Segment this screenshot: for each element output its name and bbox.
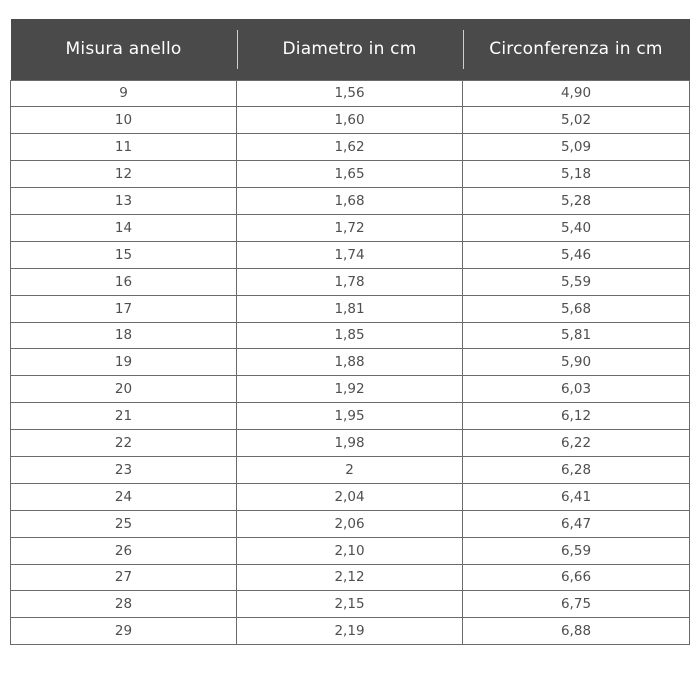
cell-diameter: 2,19 bbox=[237, 618, 463, 645]
cell-ring-size: 17 bbox=[11, 295, 237, 322]
cell-diameter: 1,74 bbox=[237, 241, 463, 268]
cell-diameter: 2,10 bbox=[237, 537, 463, 564]
cell-diameter: 2 bbox=[237, 456, 463, 483]
cell-circumference: 6,22 bbox=[463, 430, 690, 457]
cell-diameter: 2,12 bbox=[237, 564, 463, 591]
cell-diameter: 1,98 bbox=[237, 430, 463, 457]
cell-ring-size: 23 bbox=[11, 456, 237, 483]
table-row bbox=[11, 214, 690, 241]
cell-circumference: 6,47 bbox=[463, 510, 690, 537]
cell-ring-size: 10 bbox=[11, 107, 237, 134]
cell-diameter: 1,92 bbox=[237, 376, 463, 403]
cell-diameter: 1,56 bbox=[237, 80, 463, 107]
table-row bbox=[11, 618, 690, 645]
table-row bbox=[11, 510, 690, 537]
cell-diameter: 1,65 bbox=[237, 161, 463, 188]
cell-ring-size: 22 bbox=[11, 430, 237, 457]
header-row bbox=[11, 19, 690, 80]
cell-ring-size: 19 bbox=[11, 349, 237, 376]
cell-diameter: 1,81 bbox=[237, 295, 463, 322]
cell-ring-size: 29 bbox=[11, 618, 237, 645]
table-row bbox=[11, 188, 690, 215]
table-row bbox=[11, 564, 690, 591]
cell-circumference: 6,88 bbox=[463, 618, 690, 645]
cell-ring-size: 9 bbox=[11, 80, 237, 107]
cell-circumference: 6,66 bbox=[463, 564, 690, 591]
table-row bbox=[11, 268, 690, 295]
cell-ring-size: 14 bbox=[11, 214, 237, 241]
table-row bbox=[11, 591, 690, 618]
cell-diameter: 1,60 bbox=[237, 107, 463, 134]
table-row bbox=[11, 483, 690, 510]
header-diameter: Diametro in cm bbox=[237, 19, 463, 80]
cell-diameter: 2,15 bbox=[237, 591, 463, 618]
table-row bbox=[11, 537, 690, 564]
table-row bbox=[11, 134, 690, 161]
cell-circumference: 6,41 bbox=[463, 483, 690, 510]
table-row bbox=[11, 376, 690, 403]
cell-circumference: 5,46 bbox=[463, 241, 690, 268]
ring-size-table-container bbox=[10, 19, 689, 645]
cell-ring-size: 13 bbox=[11, 188, 237, 215]
table-row bbox=[11, 430, 690, 457]
cell-diameter: 1,88 bbox=[237, 349, 463, 376]
cell-ring-size: 15 bbox=[11, 241, 237, 268]
cell-ring-size: 16 bbox=[11, 268, 237, 295]
table-row bbox=[11, 322, 690, 349]
cell-circumference: 6,75 bbox=[463, 591, 690, 618]
cell-diameter: 1,62 bbox=[237, 134, 463, 161]
table-body bbox=[11, 80, 690, 645]
cell-circumference: 5,28 bbox=[463, 188, 690, 215]
cell-diameter: 1,85 bbox=[237, 322, 463, 349]
table-row bbox=[11, 403, 690, 430]
table-row bbox=[11, 241, 690, 268]
cell-diameter: 1,72 bbox=[237, 214, 463, 241]
cell-ring-size: 24 bbox=[11, 483, 237, 510]
cell-circumference: 5,02 bbox=[463, 107, 690, 134]
cell-circumference: 5,81 bbox=[463, 322, 690, 349]
cell-circumference: 6,12 bbox=[463, 403, 690, 430]
cell-circumference: 5,18 bbox=[463, 161, 690, 188]
cell-ring-size: 20 bbox=[11, 376, 237, 403]
cell-diameter: 1,95 bbox=[237, 403, 463, 430]
cell-circumference: 4,90 bbox=[463, 80, 690, 107]
cell-ring-size: 11 bbox=[11, 134, 237, 161]
cell-diameter: 2,04 bbox=[237, 483, 463, 510]
cell-circumference: 6,03 bbox=[463, 376, 690, 403]
header-circumference: Circonferenza in cm bbox=[463, 19, 690, 80]
cell-circumference: 6,28 bbox=[463, 456, 690, 483]
cell-circumference: 5,40 bbox=[463, 214, 690, 241]
table-row bbox=[11, 161, 690, 188]
cell-circumference: 5,90 bbox=[463, 349, 690, 376]
table-header bbox=[11, 19, 690, 80]
cell-ring-size: 12 bbox=[11, 161, 237, 188]
table-row bbox=[11, 295, 690, 322]
cell-circumference: 6,59 bbox=[463, 537, 690, 564]
cell-ring-size: 25 bbox=[11, 510, 237, 537]
cell-ring-size: 26 bbox=[11, 537, 237, 564]
table-row bbox=[11, 80, 690, 107]
cell-ring-size: 27 bbox=[11, 564, 237, 591]
cell-diameter: 2,06 bbox=[237, 510, 463, 537]
ring-size-table bbox=[10, 19, 690, 645]
table-row bbox=[11, 456, 690, 483]
cell-diameter: 1,68 bbox=[237, 188, 463, 215]
cell-ring-size: 28 bbox=[11, 591, 237, 618]
cell-diameter: 1,78 bbox=[237, 268, 463, 295]
cell-ring-size: 18 bbox=[11, 322, 237, 349]
cell-circumference: 5,68 bbox=[463, 295, 690, 322]
table-row bbox=[11, 107, 690, 134]
cell-circumference: 5,09 bbox=[463, 134, 690, 161]
cell-ring-size: 21 bbox=[11, 403, 237, 430]
cell-circumference: 5,59 bbox=[463, 268, 690, 295]
table-row bbox=[11, 349, 690, 376]
header-ring-size: Misura anello bbox=[65, 39, 182, 60]
